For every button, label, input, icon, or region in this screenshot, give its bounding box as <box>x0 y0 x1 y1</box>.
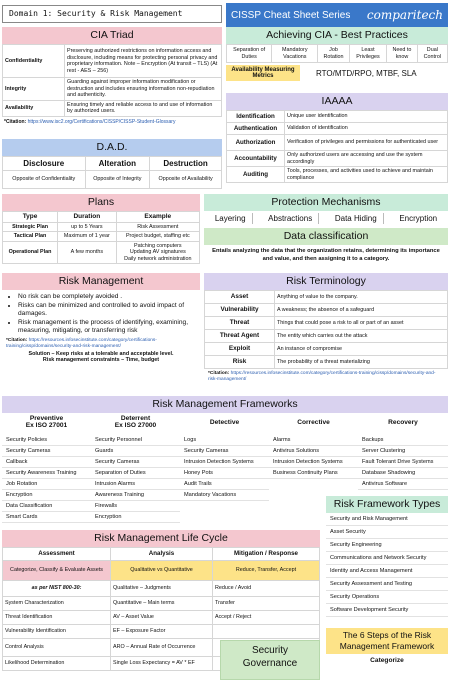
practice-item: Separation of Duties <box>227 45 272 63</box>
table-row <box>205 291 448 304</box>
list-item: Fault Tolerant Drive Systems <box>358 457 448 468</box>
term-desc: An instance of compromise <box>275 343 448 356</box>
risk-terminology-citation: *Citation: https://resources.infosecinstitute.com/category/certifications-training/cissp/domains/security-and-risk-management/ <box>208 371 436 382</box>
list-item: • Risks can be minimized and controlled to avoid impact of damages. <box>18 302 194 319</box>
protection-item: Encryption <box>399 214 438 224</box>
iaaaa-desc: Tools, processes, and activities used to achieve and maintain compliance <box>285 167 448 183</box>
table-row <box>3 548 320 561</box>
table-row <box>227 111 448 123</box>
list-item: Security Operations <box>326 591 448 604</box>
iaaaa-section <box>226 93 448 191</box>
plans-section <box>2 194 200 270</box>
list-item: Identity and Access Management <box>326 565 448 578</box>
list-item: Intrusion Detection Systems <box>269 457 358 468</box>
iaaaa-term: Auditing <box>227 167 285 183</box>
risk-management-title: Risk Management <box>2 273 200 290</box>
lifecycle-cell: Transfer <box>213 597 320 611</box>
cia-term: Confidentiality <box>3 45 65 78</box>
list-item: Awareness Training <box>91 490 180 501</box>
iaaaa-title: IAAAA <box>226 93 448 110</box>
protection-item: Data Hiding <box>329 213 384 224</box>
dad-value: Opposite of Confidentiality <box>3 171 86 189</box>
iaaaa-term: Authorization <box>227 135 285 151</box>
list-item: Logs <box>180 435 269 446</box>
term-desc: The probability of a threat materializing <box>275 356 448 369</box>
lifecycle-header: Assessment <box>3 548 111 561</box>
lifecycle-title: Risk Management Life Cycle <box>2 530 320 547</box>
lifecycle-cell: Threat Identification <box>3 611 111 625</box>
iaaaa-desc: Verification of privileges and permissions for authenticated user <box>285 135 448 151</box>
framework-column <box>2 413 91 523</box>
iaaaa-term: Authentication <box>227 123 285 135</box>
list-item: Smart Cards <box>2 512 91 523</box>
lifecycle-cell: AV – Asset Value <box>111 611 213 625</box>
table-row <box>205 343 448 356</box>
list-item: Security and Risk Management <box>326 513 448 526</box>
classification-title: Data classification <box>204 228 448 245</box>
achieving-cia-section <box>226 27 448 91</box>
dad-title: D.A.D. <box>2 139 222 156</box>
list-item: • Risk management is the process of identifying, examining, measuring, mitigating, or transferring risk <box>18 319 194 336</box>
iaaaa-term: Accountability <box>227 151 285 167</box>
plans-title: Plans <box>2 194 200 211</box>
lifecycle-subheader: Qualitative vs Quantitative <box>111 561 213 581</box>
term-desc: Anything of value to the company. <box>275 291 448 304</box>
iaaaa-term: Identification <box>227 111 285 123</box>
lifecycle-cell: Vulnerability Identification <box>3 625 111 639</box>
risk-terminology-table <box>204 290 448 369</box>
cia-desc: Ensuring timely and reliable access to and use of information by authorized users. <box>65 100 222 116</box>
governance-section <box>220 640 320 680</box>
practice-item: Least Privileges <box>349 45 387 63</box>
dad-header: Destruction <box>150 157 222 171</box>
dad-table <box>2 156 222 189</box>
term-desc: Things that could pose a risk to all or part of an asset <box>275 317 448 330</box>
list-item: Antivirus Software <box>358 479 448 490</box>
plans-cell: Strategic Plan <box>3 222 58 231</box>
framework-column-header: Recovery <box>388 419 418 427</box>
list-item: Intrusion Alarms <box>91 479 180 490</box>
term: Asset <box>205 291 275 304</box>
lifecycle-subheader: Reduce, Transfer, Accept <box>213 561 320 581</box>
plans-cell: Tactical Plan <box>3 232 58 241</box>
practice-item: Job Rotation <box>318 45 349 63</box>
practice-item: Mandatory Vacations <box>272 45 318 63</box>
table-row <box>205 356 448 369</box>
cia-term: Integrity <box>3 78 65 100</box>
list-item: Callback <box>2 457 91 468</box>
brand-logo: comparitech <box>366 8 443 22</box>
list-item: Audit Trails <box>180 479 269 490</box>
plans-cell: Project budget, staffing etc <box>116 232 199 241</box>
lifecycle-cell: EF – Exposure Factor <box>111 625 213 639</box>
table-row <box>205 304 448 317</box>
plans-cell: up to 5 Years <box>58 222 117 231</box>
six-steps-section <box>326 628 448 680</box>
list-item: Database Shadowing <box>358 468 448 479</box>
lifecycle-cell: Likelihood Determination <box>3 657 111 671</box>
list-item: Guards <box>91 446 180 457</box>
framework-column <box>91 413 180 523</box>
table-row <box>3 561 320 581</box>
classification-section <box>204 228 448 270</box>
table-row <box>227 151 448 167</box>
risk-management-section <box>2 273 200 391</box>
term: Threat <box>205 317 275 330</box>
dad-value: Opposite of Availability <box>150 171 222 189</box>
term-desc: The entity which carries out the attack <box>275 330 448 343</box>
protection-section <box>204 194 448 226</box>
table-row <box>3 45 222 78</box>
lifecycle-subheader: Categorize, Classify & Evaluate Assets <box>3 561 111 581</box>
list-item: Firewalls <box>91 501 180 512</box>
list-item: Job Rotation <box>2 479 91 490</box>
metrics-label: Availability Measuring Metrics <box>226 65 300 81</box>
term: Threat Agent <box>205 330 275 343</box>
governance-title: Security Governance <box>242 645 298 669</box>
classification-text: Entails analyzing the data that the organization retains, determining its importance and value, and then assigning it to a category. <box>212 248 440 262</box>
list-item: Security Personnel <box>91 435 180 446</box>
plans-cell: A few months <box>58 241 117 263</box>
table-row <box>227 167 448 183</box>
lifecycle-cell: Control Analysis <box>3 639 111 657</box>
practice-item: Dual Control <box>417 45 447 63</box>
banner-title: CISSP Cheat Sheet Series <box>231 9 351 21</box>
iaaaa-table <box>226 110 448 183</box>
table-row <box>3 625 320 639</box>
list-item: Security Assessment and Testing <box>326 578 448 591</box>
table-row <box>3 212 200 223</box>
risk-management-citation-link[interactable]: https://resources.infosecinstitute.com/category/certifications-training/cissp/domains/security-and-risk-management/ <box>6 337 157 349</box>
lifecycle-cell: as per NIST 800-30: <box>3 581 111 597</box>
six-steps-first: Categorize <box>370 657 404 665</box>
framework-column-header: Deterrent Ex ISO 27000 <box>114 415 157 430</box>
lifecycle-cell: Quantitative – Main terms <box>111 597 213 611</box>
lifecycle-header: Analysis <box>111 548 213 561</box>
framework-column-header: Preventive Ex ISO 27001 <box>25 415 68 430</box>
list-item: Alarms <box>269 435 358 446</box>
table-row <box>3 100 222 116</box>
achieving-cia-title: Achieving CIA - Best Practices <box>226 27 448 44</box>
plans-cell: Operational Plan <box>3 241 58 263</box>
list-item: Encryption <box>2 490 91 501</box>
term: Vulnerability <box>205 304 275 317</box>
plans-table <box>2 211 200 264</box>
cia-triad-section <box>2 27 222 137</box>
list-item: Asset Security <box>326 526 448 539</box>
lifecycle-header: Mitigation / Response <box>213 548 320 561</box>
list-item: Security Cameras <box>180 446 269 457</box>
table-row <box>3 78 222 100</box>
list-item: Communications and Network Security <box>326 552 448 565</box>
risk-constraints: Risk management constraints – Time, budget <box>42 357 160 364</box>
cia-term: Availability <box>3 100 65 116</box>
table-row <box>3 232 200 241</box>
list-item: Encryption <box>91 512 180 523</box>
dad-section <box>2 139 222 191</box>
table-row <box>3 597 320 611</box>
list-item: • No risk can be completely avoided . <box>18 293 194 302</box>
framework-column-header: Corrective <box>297 419 330 427</box>
list-item: Security Cameras <box>91 457 180 468</box>
six-steps-title: The 6 Steps of the Risk Management Framework <box>326 628 448 654</box>
term: Risk <box>205 356 275 369</box>
protection-title: Protection Mechanisms <box>204 194 448 211</box>
banner <box>226 3 448 27</box>
protection-item: Abstractions <box>262 213 319 224</box>
table-row <box>227 45 448 63</box>
dad-value: Opposite of Integrity <box>85 171 150 189</box>
plans-header: Duration <box>58 212 117 223</box>
risk-terminology-citation-link[interactable]: https://resources.infosecinstitute.com/category/certifications-training/cissp/domains/security-and-risk-management/ <box>208 371 436 382</box>
list-item: Backups <box>358 435 448 446</box>
risk-terminology-section <box>204 273 448 391</box>
table-row <box>205 330 448 343</box>
risk-management-list <box>2 290 200 336</box>
frameworks-title: Risk Management Frameworks <box>2 396 448 413</box>
list-item: Antivirus Solutions <box>269 446 358 457</box>
plans-cell: Patching computers Updating AV signatures Daily network administration <box>116 241 199 263</box>
table-row <box>3 171 222 189</box>
table-row <box>3 581 320 597</box>
table-row <box>205 317 448 330</box>
framework-column-header: Detective <box>209 419 240 427</box>
list-item: Security Engineering <box>326 539 448 552</box>
framework-types-section <box>326 496 448 626</box>
metrics-row <box>226 65 448 81</box>
lifecycle-cell: Single Loss Expectancy = AV * EF <box>111 657 213 671</box>
cia-table <box>2 44 222 116</box>
term: Exploit <box>205 343 275 356</box>
list-item: Server Clustering <box>358 446 448 457</box>
list-item: Data Classification <box>2 501 91 512</box>
iaaaa-desc: Validation of identification <box>285 123 448 135</box>
framework-column <box>180 413 269 523</box>
list-item: Software Development Security <box>326 604 448 617</box>
lifecycle-cell: Reduce / Avoid <box>213 581 320 597</box>
iaaaa-desc: Only authorized users are accessing and use the system accordingly <box>285 151 448 167</box>
table-row <box>3 241 200 263</box>
plans-cell: Maximum of 1 year <box>58 232 117 241</box>
risk-management-citation: *Citation: https://resources.infosecinstitute.com/category/certifications-training/cissp/domains/security-and-risk-management/ <box>6 337 157 349</box>
cia-citation-link[interactable]: https://www.isc2.org/Certifications/CISSP/CISSP-Student-Glossary <box>27 118 176 125</box>
table-row <box>227 123 448 135</box>
term-desc: A weakness; the absence of a safeguard <box>275 304 448 317</box>
risk-terminology-title: Risk Terminology <box>204 273 448 290</box>
plans-header: Example <box>116 212 199 223</box>
list-item: Honey Pots <box>180 468 269 479</box>
protection-list <box>204 213 448 224</box>
domain-title-box <box>2 5 222 23</box>
iaaaa-desc: Unique user identification <box>285 111 448 123</box>
domain-title: Domain 1: Security & Risk Management <box>9 9 183 18</box>
lifecycle-cell: Accept / Reject <box>213 611 320 625</box>
list-item: Security Awareness Training <box>2 468 91 479</box>
cia-desc: Preserving authorized restrictions on information access and disclosure, including means for protecting personal privacy and proprietary information. Note – Encryption (At transit – TLS) (At rest - AES – 256) <box>65 45 222 78</box>
practice-item: Need to know <box>387 45 417 63</box>
table-row <box>3 611 320 625</box>
plans-header: Type <box>3 212 58 223</box>
list-item: Intrusion Detection Systems <box>180 457 269 468</box>
table-row <box>227 135 448 151</box>
dad-header: Disclosure <box>3 157 86 171</box>
risk-solution: Solution – Keep risks at a tolerable and acceptable level. <box>28 351 174 358</box>
dad-header: Alteration <box>85 157 150 171</box>
plans-cell: Risk Assessment <box>116 222 199 231</box>
protection-item: Layering <box>209 213 253 224</box>
lifecycle-cell: ARO – Annual Rate of Occurrence <box>111 639 213 657</box>
achieving-cia-table <box>226 44 448 63</box>
list-item: Separation of Duties <box>91 468 180 479</box>
cia-triad-title: CIA Triad <box>2 27 222 44</box>
list-item: Business Continuity Plans <box>269 468 358 479</box>
list-item: Mandatory Vacations <box>180 490 269 501</box>
table-row <box>3 157 222 171</box>
list-item: Security Policies <box>2 435 91 446</box>
lifecycle-cell: System Characterization <box>3 597 111 611</box>
cia-desc: Guarding against improper information modification or destruction and includes ensuring information non-repudiation and authenticity. <box>65 78 222 100</box>
framework-types-title: Risk Framework Types <box>326 496 448 513</box>
lifecycle-cell: Qualitative – Judgments <box>111 581 213 597</box>
metrics-value: RTO/MTD/RPO, MTBF, SLA <box>316 68 417 78</box>
table-row <box>3 222 200 231</box>
cia-citation: *Citation: https://www.isc2.org/Certifications/CISSP/CISSP-Student-Glossary <box>4 118 176 125</box>
lifecycle-cell <box>213 625 320 639</box>
list-item: Security Cameras <box>2 446 91 457</box>
